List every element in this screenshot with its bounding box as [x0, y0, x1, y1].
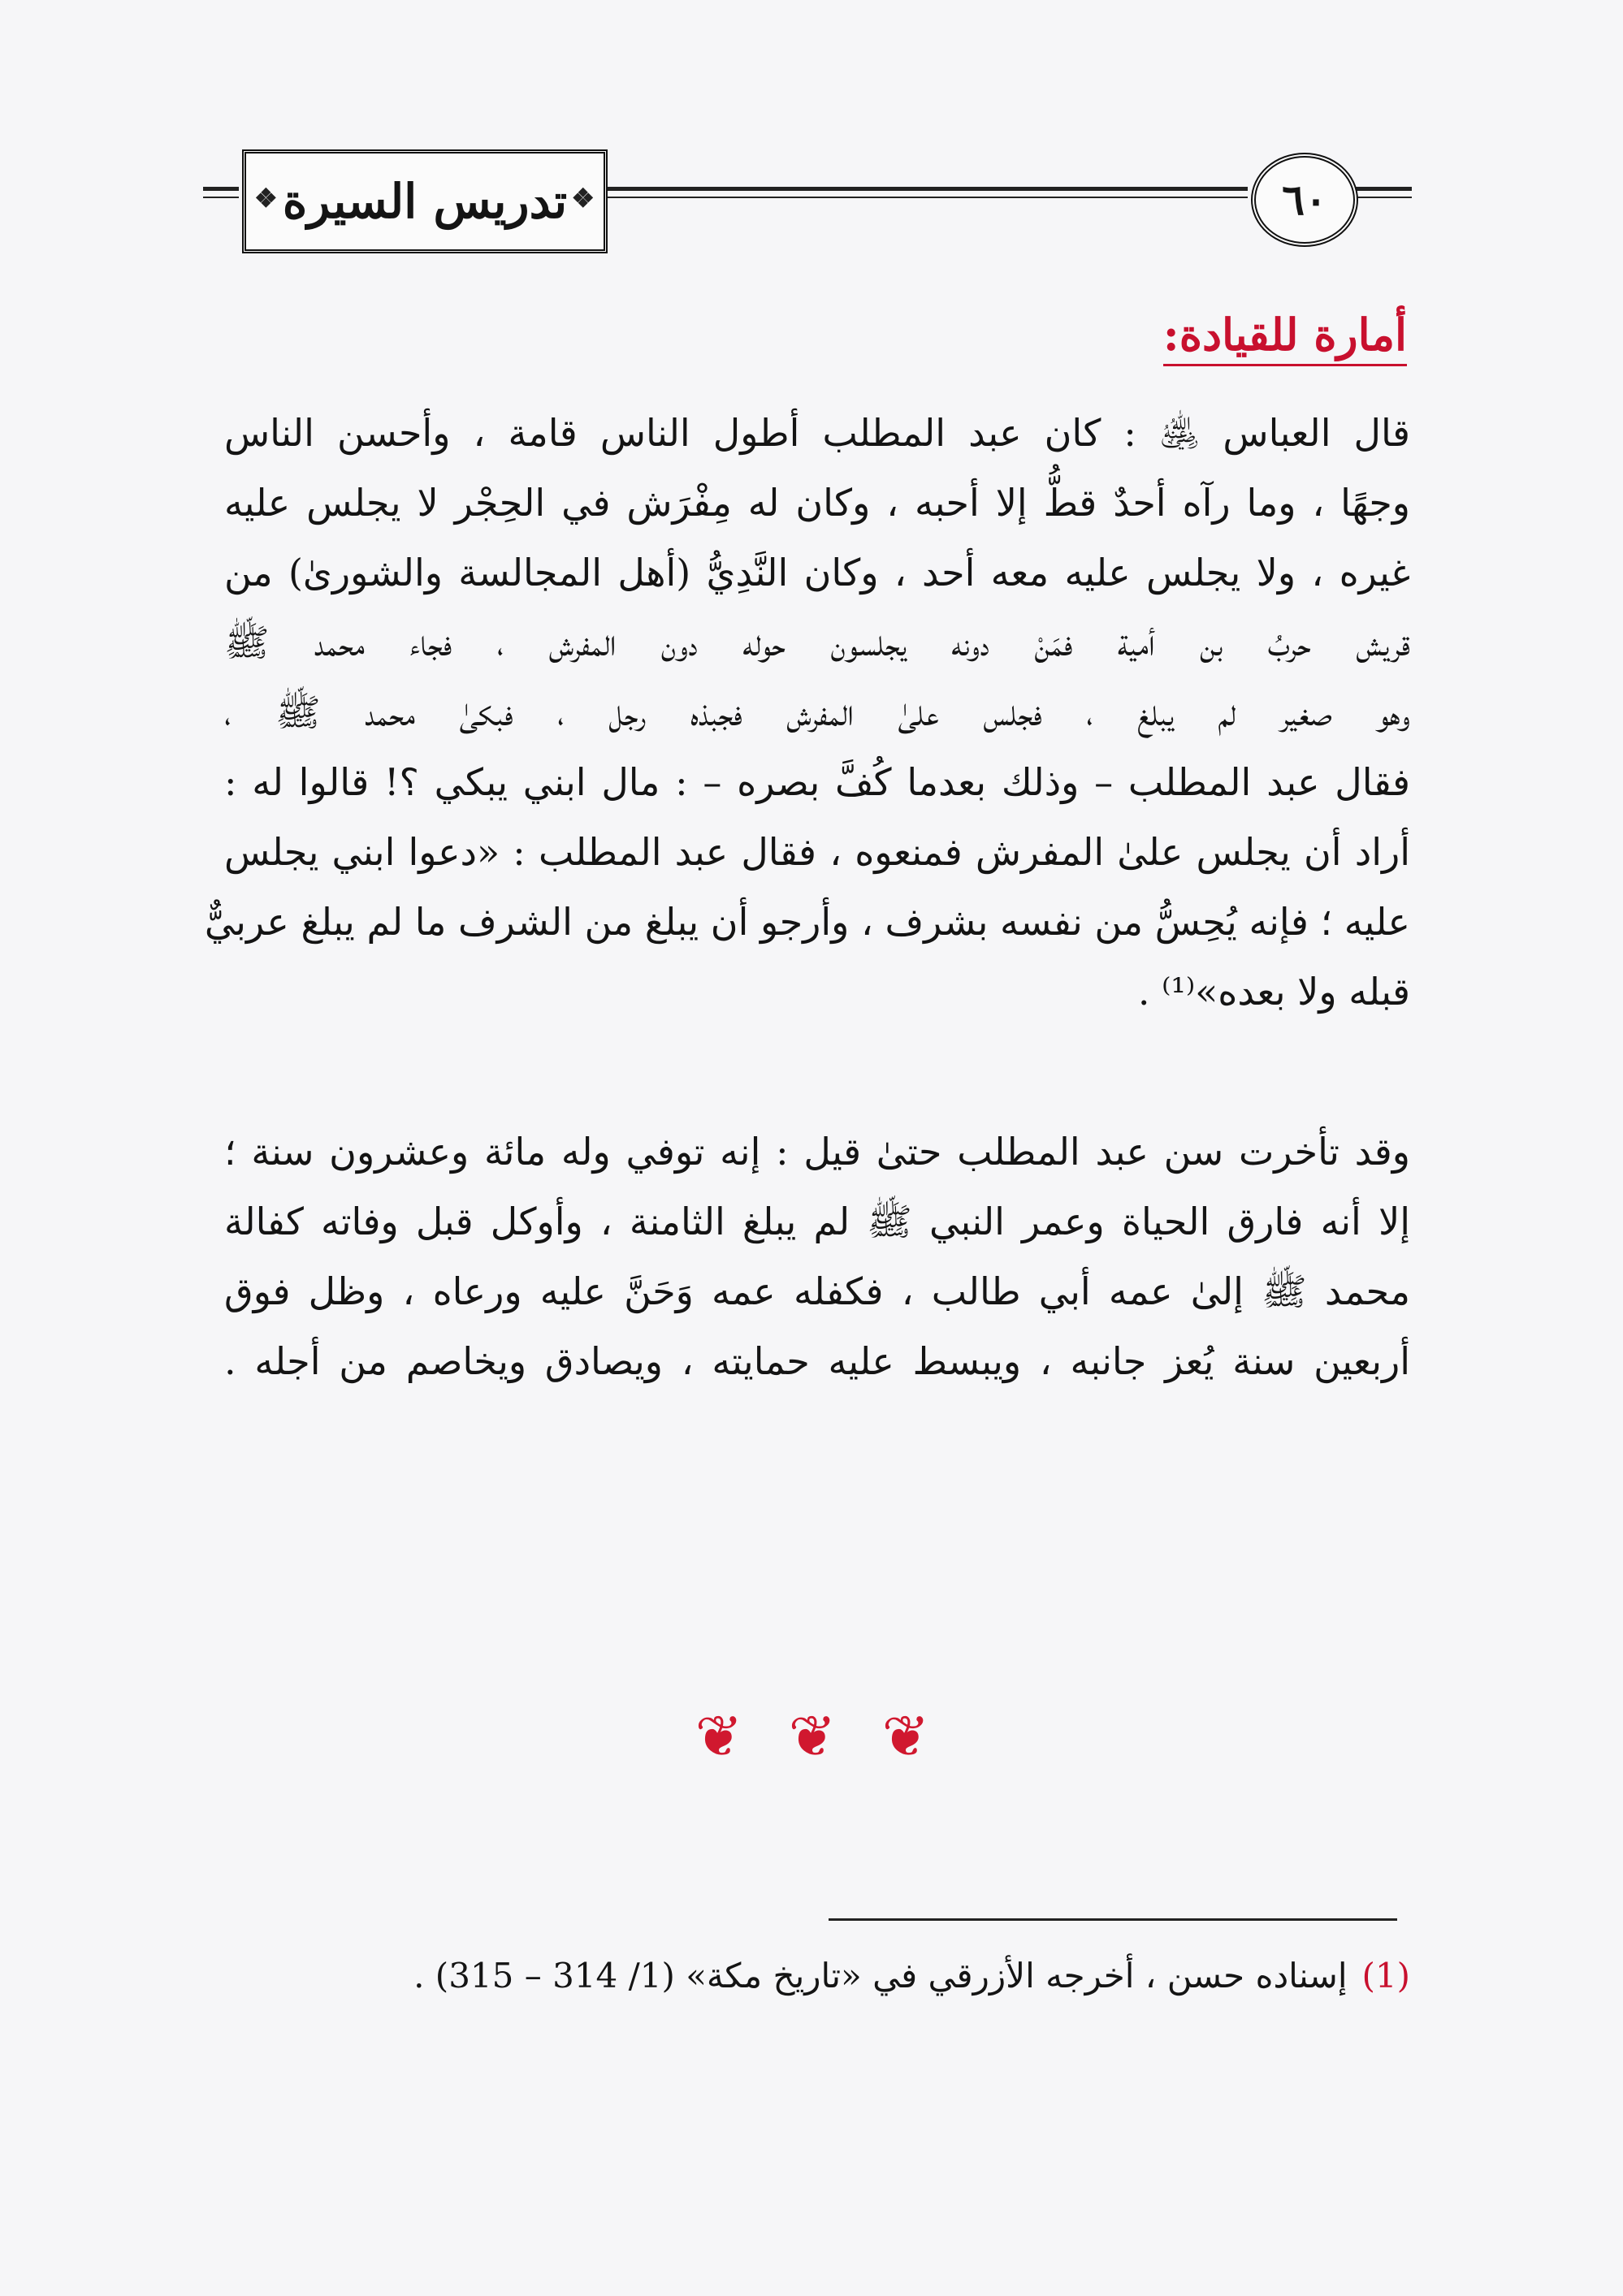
text-line: محمد ﷺ إلىٰ عمه أبي طالب ، فكفله عمه وَحَنَّ عليه ورعاه ، وظل فوق: [224, 1269, 1410, 1313]
page-number: ٦٠: [1251, 153, 1358, 247]
footnote-separator: [829, 1918, 1397, 1921]
text-line: أربعين سنة يُعز جانبه ، ويبسط عليه حمايته ، ويصادق ويخاصم من أجله .: [224, 1339, 1410, 1383]
text-line: وهو صغير لم يبلغ ، فجلس علىٰ المفرش فجبذه رجل ، فبكىٰ محمد ﷺ ،: [224, 690, 1410, 734]
text-line: قال العباس ﵁ : كان عبد المطلب أطول الناس قامة ، وأحسن الناس: [224, 411, 1410, 455]
floral-ornament-icon: ❦: [695, 1703, 743, 1770]
text-line: إلا أنه فارق الحياة وعمر النبي ﷺ لم يبلغ الثامنة ، وأوكل قبل وفاته كفالة: [224, 1200, 1410, 1243]
header-rule-right-thin: [1355, 197, 1412, 198]
text-line: غيره ، ولا يجلس عليه معه أحد ، وكان النَّدِيُّ (أهل المجالسة والشورىٰ) من: [224, 551, 1410, 595]
book-title: ❖ تدريس السيرة ❖: [242, 149, 608, 253]
section-end-ornament: [682, 1704, 942, 1769]
text-line: وجهًا ، وما رآه أحدٌ قطُّ إلا أحبه ، وكان له مِفْرَش في الحِجْر لا يجلس عليه: [224, 481, 1410, 525]
text-line: فقال عبد المطلب – وذلك بعدما كُفَّ بصره – : مال ابني يبكي ؟! قالوا له :: [224, 760, 1410, 804]
text-line: قريش حربُ بن أمية فمَنْ دونه يجلسون حوله دون المفرش ، فجاء محمد ﷺ: [224, 620, 1410, 664]
floral-ornament-icon: ❦: [881, 1703, 930, 1770]
footnote-number: (1): [1361, 1956, 1410, 1995]
header-rule-middle: [606, 187, 1248, 191]
header-rule-right: [1355, 187, 1412, 191]
text-line: قبله ولا بعده»⁽¹⁾ .: [1137, 970, 1410, 1014]
header-rule-left: [203, 187, 239, 191]
paragraph-1: [204, 398, 1410, 1027]
header-rule-left-thin: [203, 197, 239, 198]
text-line: عليه ؛ فإنه يُحِسُّ من نفسه بشرف ، وأرجو أن يبلغ من الشرف ما لم يبلغ عربيٌّ: [204, 900, 1410, 944]
floral-ornament-icon: ❦: [788, 1703, 837, 1770]
text-line: أراد أن يجلس علىٰ المفرش فمنعوه ، فقال عبد المطلب : «دعوا ابني يجلس: [224, 830, 1410, 874]
footnote: [224, 1948, 1410, 2004]
header-rule-middle-thin: [606, 197, 1248, 198]
footnote-text: إسناده حسن ، أخرجه الأزرقي في «تاريخ مكة» (1/ 314 – 315) .: [413, 1956, 1348, 1995]
paragraph-2: [224, 1117, 1410, 1396]
text-line: وقد تأخرت سن عبد المطلب حتىٰ قيل : إنه توفي وله مائة وعشرون سنة ؛: [224, 1130, 1410, 1174]
section-heading: أمارة للقيادة:: [1163, 309, 1407, 366]
